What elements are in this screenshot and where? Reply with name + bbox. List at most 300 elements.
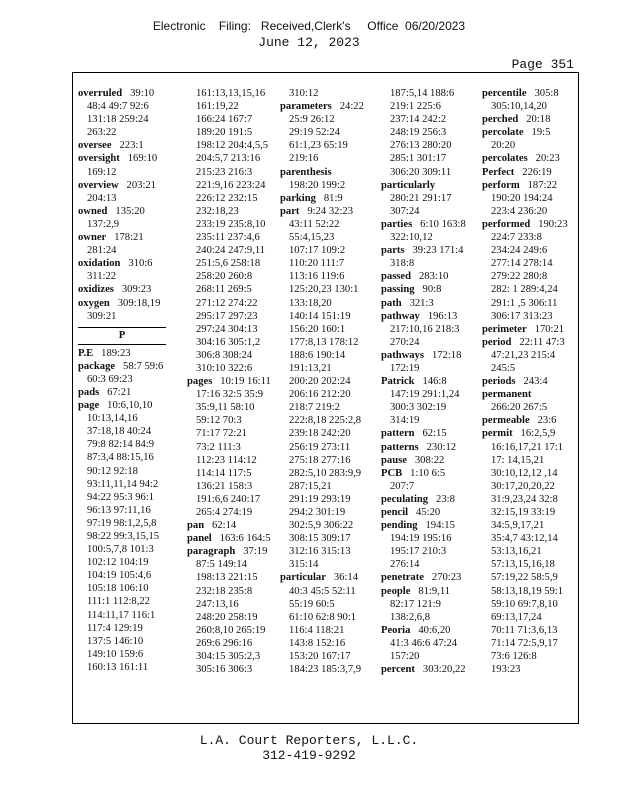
index-continuation-line	[280, 611, 364, 624]
index-term: oversight	[78, 153, 120, 165]
page-line-refs: 215:23 216:3	[196, 166, 253, 178]
index-continuation-line	[78, 218, 166, 231]
filing-stamp: Electronic Filing: Received,Clerk's Office 06/20/2023	[152, 19, 466, 33]
index-entry	[482, 179, 568, 192]
index-continuation-line	[280, 558, 364, 571]
page-line-refs: 184:23 185:3,7,9	[289, 664, 362, 676]
page-line-refs: 117:4 129:19	[87, 622, 143, 634]
page-line-refs: 200:20 202:24	[289, 376, 351, 388]
index-continuation-line	[482, 100, 568, 113]
page-line-refs: 222:8,18 225:2,8	[289, 415, 362, 427]
page-line-refs: 59:10 69:7,8,10	[491, 598, 558, 610]
page-line-refs: 157:20	[390, 651, 420, 663]
index-continuation-line	[280, 388, 364, 401]
page-line-refs: 315:14	[289, 559, 319, 571]
index-entry	[78, 297, 166, 310]
index-continuation-line	[187, 401, 271, 414]
index-continuation-line	[280, 545, 364, 558]
index-entry	[482, 152, 568, 165]
index-entry	[482, 87, 568, 100]
section-letter: P	[78, 327, 166, 345]
index-continuation-line	[482, 571, 568, 584]
index-term: periods	[482, 376, 516, 388]
page-line-refs: 239:18 242:20	[289, 428, 351, 440]
page-line-refs: 277:14 278:14	[491, 258, 553, 270]
page-line-refs: 251:5,6 258:18	[196, 258, 261, 270]
page-line-refs: 61:1,23 65:19	[289, 140, 348, 152]
page-line-refs: 204:5,7 213:16	[196, 153, 261, 165]
page-line-refs: 233:19 235:8,10	[196, 218, 266, 230]
page-line-refs: 90:12 92:18	[87, 465, 138, 477]
index-continuation-line	[187, 205, 271, 218]
index-continuation-line	[381, 205, 466, 218]
index-continuation-line	[78, 192, 166, 205]
page-line-refs: 37:18,18 40:24	[87, 426, 152, 438]
page-line-refs: 41:3 46:6 47:24	[390, 637, 458, 649]
index-entry	[381, 179, 466, 192]
index-continuation-line	[482, 624, 568, 637]
index-continuation-line	[482, 270, 568, 283]
index-entry	[78, 399, 166, 412]
index-continuation-line	[280, 493, 364, 506]
index-term: percolate	[482, 127, 524, 139]
page-line-refs: 178:21	[114, 232, 144, 244]
page-line-refs: 149:10 159:6	[87, 648, 144, 660]
index-continuation-line	[78, 113, 166, 126]
index-continuation-line	[280, 126, 364, 139]
index-continuation-line	[78, 465, 166, 478]
page-line-refs: 207:7	[390, 480, 415, 492]
index-term: overview	[78, 179, 119, 191]
index-continuation-line	[381, 152, 466, 165]
page-line-refs: 69:13,17,24	[491, 611, 542, 623]
index-continuation-line	[482, 362, 568, 375]
index-entry	[280, 571, 364, 584]
page-line-refs: 17: 14,15,21	[491, 454, 545, 466]
page-number: Page 351	[511, 57, 574, 72]
index-continuation-line	[187, 166, 271, 179]
index-term: peculating	[381, 493, 429, 505]
index-continuation-line	[187, 506, 271, 519]
index-continuation-line	[78, 622, 166, 635]
page-line-refs: 194:19 195:16	[390, 533, 452, 545]
page-line-refs: 16:2,5,9	[520, 428, 556, 440]
page-line-refs: 23:6	[537, 415, 557, 427]
page-line-refs: 166:24 167:7	[196, 114, 253, 126]
index-term: period	[482, 336, 512, 348]
index-entry	[78, 87, 166, 100]
page-line-refs: 45:20	[416, 507, 441, 518]
index-continuation-line	[280, 650, 364, 663]
page-line-refs: 105:18 106:10	[87, 583, 149, 595]
page-line-refs: 59:12 70:3	[196, 415, 242, 427]
page-line-refs: 114:14 117:5	[196, 467, 252, 479]
index-entry	[381, 270, 466, 283]
page-line-refs: 279:22 280:8	[491, 271, 548, 283]
index-continuation-line	[78, 451, 166, 464]
page-line-refs: 1:10 6:5	[410, 467, 446, 479]
index-continuation-line	[78, 244, 166, 257]
index-term: permeable	[482, 415, 530, 427]
page-line-refs: 172:19	[390, 362, 420, 374]
index-term: PCB	[381, 467, 403, 479]
page-line-refs: 22:11 47:3	[519, 336, 565, 348]
page-line-refs: 304:15 305:2,3	[196, 651, 261, 663]
reporter-company: L.A. Court Reporters, L.L.C.	[199, 733, 419, 748]
index-continuation-line	[482, 663, 568, 676]
page-line-refs: 81:9	[323, 192, 343, 204]
page-line-refs: 234:24 249:6	[491, 245, 548, 257]
page-line-refs: 62:14	[212, 520, 237, 532]
page-line-refs: 146:8	[422, 376, 447, 388]
index-continuation-line	[78, 491, 166, 504]
page-line-refs: 248:19 256:3	[390, 127, 447, 139]
page-line-refs: 219:1 225:6	[390, 101, 441, 113]
page-line-refs: 96:13 97:11,16	[87, 504, 151, 516]
index-entry	[381, 506, 466, 519]
page-line-refs: 161:13,13,15,16	[196, 88, 266, 99]
index-continuation-line	[381, 414, 466, 427]
page-line-refs: 291:1 ,5 306:11	[491, 297, 558, 309]
index-term: pause	[381, 454, 407, 466]
index-entry	[381, 624, 466, 637]
page-line-refs: 203:21	[126, 179, 156, 191]
index-entry	[381, 441, 466, 454]
page-line-refs: 243:4	[523, 376, 548, 388]
index-continuation-line	[280, 362, 364, 375]
index-continuation-line	[187, 297, 271, 310]
page-line-refs: 269:6 296:16	[196, 637, 253, 649]
index-term: particular	[280, 572, 326, 584]
index-entry	[381, 244, 466, 257]
index-continuation-line	[280, 336, 364, 349]
index-continuation-line	[381, 532, 466, 545]
index-entry	[381, 349, 466, 362]
index-entry	[280, 205, 364, 218]
index-continuation-line	[381, 388, 466, 401]
page-line-refs: 147:19 291:1,24	[390, 389, 460, 401]
page-line-refs: 287:15,21	[289, 480, 332, 492]
page-line-refs: 36:14	[333, 572, 358, 584]
page-line-refs: 30:10,12,12 ,14	[491, 467, 558, 479]
page-line-refs: 156:20 160:1	[289, 323, 346, 335]
page-line-refs: 35:9,11 58:10	[196, 402, 255, 414]
index-continuation-line	[78, 310, 166, 323]
page-line-refs: 9:24 32:23	[307, 205, 353, 217]
index-continuation-line	[482, 283, 568, 296]
index-entry	[482, 414, 568, 427]
index-term: pan	[187, 520, 205, 532]
index-continuation-line	[280, 519, 364, 532]
page-line-refs: 82:17 121:9	[390, 598, 441, 610]
index-continuation-line	[78, 270, 166, 283]
page-line-refs: 39:10	[130, 88, 155, 99]
index-term: parties	[381, 218, 413, 230]
page-line-refs: 30:17,20,20,22	[491, 480, 555, 492]
page-line-refs: 307:24	[390, 205, 420, 217]
index-continuation-line	[280, 427, 364, 440]
page-line-refs: 20:20	[491, 140, 516, 152]
page-line-refs: 73:6 126:8	[491, 651, 537, 663]
page-line-refs: 281:24	[87, 245, 117, 257]
index-continuation-line	[381, 139, 466, 152]
index-term: perched	[482, 114, 519, 126]
index-continuation-line	[482, 637, 568, 650]
index-continuation-line	[381, 126, 466, 139]
page-line-refs: 55:19 60:5	[289, 598, 335, 610]
index-continuation-line	[482, 506, 568, 519]
page-line-refs: 39:23 171:4	[412, 245, 464, 257]
index-continuation-line	[280, 624, 364, 637]
index-continuation-line	[187, 126, 271, 139]
page-line-refs: 153:20 167:17	[289, 651, 351, 663]
page-line-refs: 48:4 49:7 92:6	[87, 101, 149, 113]
index-entry	[381, 571, 466, 584]
page-line-refs: 40:3 45:5 52:11	[289, 585, 356, 597]
index-continuation-line	[187, 100, 271, 113]
page-line-refs: 79:8 82:14 84:9	[87, 439, 155, 451]
page-line-refs: 276:14	[390, 559, 420, 571]
index-entry	[381, 283, 466, 296]
page-line-refs: 107:17 109:2	[289, 245, 346, 257]
index-term: percent	[381, 664, 415, 676]
index-continuation-line	[78, 635, 166, 648]
page-line-refs: 302:5,9 306:22	[289, 520, 354, 532]
page-line-refs: 23:8	[436, 493, 455, 505]
index-entry	[78, 360, 166, 373]
index-entry	[381, 454, 466, 467]
index-entry	[78, 179, 166, 192]
index-continuation-line	[78, 412, 166, 425]
index-term: pathways	[381, 349, 424, 361]
page-line-refs: 163:6 164:5	[219, 533, 271, 545]
index-term: Perfect	[482, 166, 515, 178]
index-entry	[187, 519, 271, 532]
index-continuation-line	[482, 231, 568, 244]
page-line-refs: 112:23 114:12	[196, 454, 257, 466]
page-line-refs: 306:20 309:11	[390, 166, 452, 178]
page-line-refs: 305:16 306:3	[196, 664, 253, 676]
page-line-refs: 308:22	[414, 454, 445, 466]
index-continuation-line	[280, 598, 364, 611]
index-continuation-line	[482, 585, 568, 598]
page-line-refs: 25:9 26:12	[289, 114, 335, 126]
page-line-refs: 97:19 98:1,2,5,8	[87, 517, 157, 529]
page-line-refs: 275:18 277:16	[289, 454, 351, 466]
page-line-refs: 282: 1 289:4,24	[491, 284, 558, 296]
page-line-refs: 196:13	[427, 310, 458, 322]
index-continuation-line	[280, 270, 364, 283]
page-line-refs: 321:3	[409, 297, 434, 309]
index-continuation-line	[187, 244, 271, 257]
index-continuation-line	[187, 611, 271, 624]
page-line-refs: 204:13	[87, 192, 117, 204]
page-line-refs: 312:16 315:13	[289, 546, 351, 558]
index-continuation-line	[280, 283, 364, 296]
page-line-refs: 195:17 210:3	[390, 546, 447, 558]
index-entry	[78, 152, 166, 165]
page-line-refs: 40:6,20	[418, 624, 451, 636]
page-line-refs: 87:3,4 88:15,16	[87, 452, 154, 464]
index-continuation-line	[482, 401, 568, 414]
page-line-refs: 248:20 258:19	[196, 611, 258, 623]
page-line-refs: 100:5,7,8 101:3	[87, 544, 154, 556]
index-continuation-line	[381, 545, 466, 558]
index-column-3	[280, 87, 364, 676]
page-line-refs: 169:10	[127, 153, 158, 165]
page-line-refs: 35:4,7 43:12,14	[491, 533, 558, 545]
page-line-refs: 140:14 151:19	[289, 310, 351, 322]
page-line-refs: 268:11 269:5	[196, 284, 252, 296]
index-entry	[381, 427, 466, 440]
index-continuation-line	[187, 480, 271, 493]
page-line-refs: 138:2,6,8	[390, 611, 431, 623]
index-continuation-line	[187, 558, 271, 571]
page-line-refs: 187:5,14 188:6	[390, 88, 455, 99]
page-line-refs: 6:10 163:8	[420, 218, 466, 230]
index-continuation-line	[280, 257, 364, 270]
index-term: passed	[381, 271, 412, 283]
index-continuation-line	[187, 283, 271, 296]
index-continuation-line	[280, 244, 364, 257]
index-entry	[381, 663, 466, 676]
index-term: pages	[187, 376, 213, 388]
index-continuation-line	[187, 362, 271, 375]
page-line-refs: 172:18	[431, 349, 462, 361]
index-continuation-line	[78, 504, 166, 517]
index-continuation-line	[78, 425, 166, 438]
page-line-refs: 191:6,6 240:17	[196, 493, 261, 505]
index-continuation-line	[187, 624, 271, 637]
page-line-refs: 94:22 95:3 96:1	[87, 491, 155, 503]
index-term: owned	[78, 205, 108, 217]
page-line-refs: 314:19	[390, 415, 420, 427]
page-line-refs: 71:14 72:5,9,17	[491, 637, 558, 649]
page-line-refs: 160:13 161:11	[87, 661, 149, 673]
page-line-refs: 237:14 242:2	[390, 114, 447, 126]
index-continuation-line	[78, 373, 166, 386]
index-continuation-line	[78, 609, 166, 622]
index-continuation-line	[187, 585, 271, 598]
index-continuation-line	[381, 323, 466, 336]
page-line-refs: 224:7 233:8	[491, 232, 542, 244]
index-continuation-line	[280, 152, 364, 165]
index-entry	[482, 375, 568, 388]
page-line-refs: 90:8	[422, 284, 442, 296]
index-entry	[280, 192, 364, 205]
page-line-refs: 87:5 149:14	[196, 559, 247, 571]
index-continuation-line	[280, 414, 364, 427]
page-line-refs: 137:2,9	[87, 218, 120, 230]
page-line-refs: 125:20,23 130:1	[289, 284, 359, 296]
index-continuation-line	[187, 663, 271, 676]
index-term: percolates	[482, 153, 528, 165]
index-continuation-line	[381, 637, 466, 650]
page-line-refs: 310:10 322:6	[196, 362, 253, 374]
index-continuation-line	[78, 595, 166, 608]
page-line-refs: 232:18,23	[196, 205, 239, 217]
page-line-refs: 294:2 301:19	[289, 507, 346, 518]
page-line-refs: 19:5	[531, 127, 551, 139]
index-continuation-line	[381, 401, 466, 414]
index-continuation-line	[187, 257, 271, 270]
index-continuation-line	[78, 478, 166, 491]
index-continuation-line	[280, 637, 364, 650]
index-continuation-line	[482, 467, 568, 480]
page-line-refs: 223:4 236:20	[491, 205, 548, 217]
index-term: people	[381, 585, 411, 597]
page-line-refs: 240:24 247:9,11	[196, 245, 266, 257]
index-term: page	[78, 400, 100, 412]
page-line-refs: 232:18 235:8	[196, 585, 253, 597]
page-line-refs: 311:22	[87, 271, 117, 283]
page-line-refs: 304:16 305:1,2	[196, 336, 261, 348]
index-entry	[381, 310, 466, 323]
index-term: panel	[187, 533, 212, 545]
page-line-refs: 136:21 158:3	[196, 480, 253, 492]
index-column-2	[187, 87, 271, 676]
index-term: perform	[482, 179, 520, 191]
index-continuation-line	[280, 375, 364, 388]
index-continuation-line	[482, 454, 568, 467]
page-line-refs: 61:10 62:8 90:1	[289, 611, 357, 623]
index-continuation-line	[78, 556, 166, 569]
index-continuation-line	[187, 598, 271, 611]
index-continuation-line	[280, 218, 364, 231]
index-continuation-line	[482, 611, 568, 624]
index-term: parking	[280, 192, 316, 204]
page-line-refs: 285:1 301:17	[390, 153, 447, 165]
index-continuation-line	[381, 113, 466, 126]
index-continuation-line	[78, 530, 166, 543]
page-line-refs: 305:10,14,20	[491, 101, 547, 113]
index-continuation-line	[482, 598, 568, 611]
page-line-refs: 223:1	[119, 140, 144, 152]
page-line-refs: 291:19 293:19	[289, 493, 351, 505]
page-line-refs: 217:10,16 218:3	[390, 323, 460, 335]
index-continuation-line	[482, 297, 568, 310]
index-entry	[482, 323, 568, 336]
index-entry	[187, 532, 271, 545]
index-continuation-line	[187, 113, 271, 126]
index-continuation-line	[187, 454, 271, 467]
page-line-refs: 102:12 104:19	[87, 557, 149, 569]
page-line-refs: 198:13 221:15	[196, 572, 258, 584]
index-continuation-line	[78, 166, 166, 179]
index-continuation-line	[78, 648, 166, 661]
page-line-refs: 190:20 194:24	[491, 192, 553, 204]
index-entry	[482, 427, 568, 440]
index-continuation-line	[78, 661, 166, 674]
index-term: oxidizes	[78, 284, 114, 296]
page-line-refs: 17:16 32:5 35:9	[196, 389, 264, 401]
page-line-refs: 37:19	[243, 546, 268, 558]
page-line-refs: 191:13,21	[289, 362, 332, 374]
index-term: percentile	[482, 88, 527, 99]
index-term: pads	[78, 386, 100, 398]
page-line-refs: 322:10,12	[390, 232, 433, 244]
page-line-refs: 309:21	[87, 310, 117, 322]
index-term: paragraph	[187, 546, 236, 558]
page-line-refs: 98:22 99:3,15,15	[87, 531, 160, 542]
page-line-refs: 190:23	[538, 218, 568, 230]
index-continuation-line	[187, 571, 271, 584]
page-line-refs: 245:5	[491, 362, 516, 374]
index-continuation-line	[482, 441, 568, 454]
index-continuation-line	[280, 663, 364, 676]
index-term: pencil	[381, 507, 409, 518]
page-line-refs: 110:20 111:7	[289, 258, 345, 270]
